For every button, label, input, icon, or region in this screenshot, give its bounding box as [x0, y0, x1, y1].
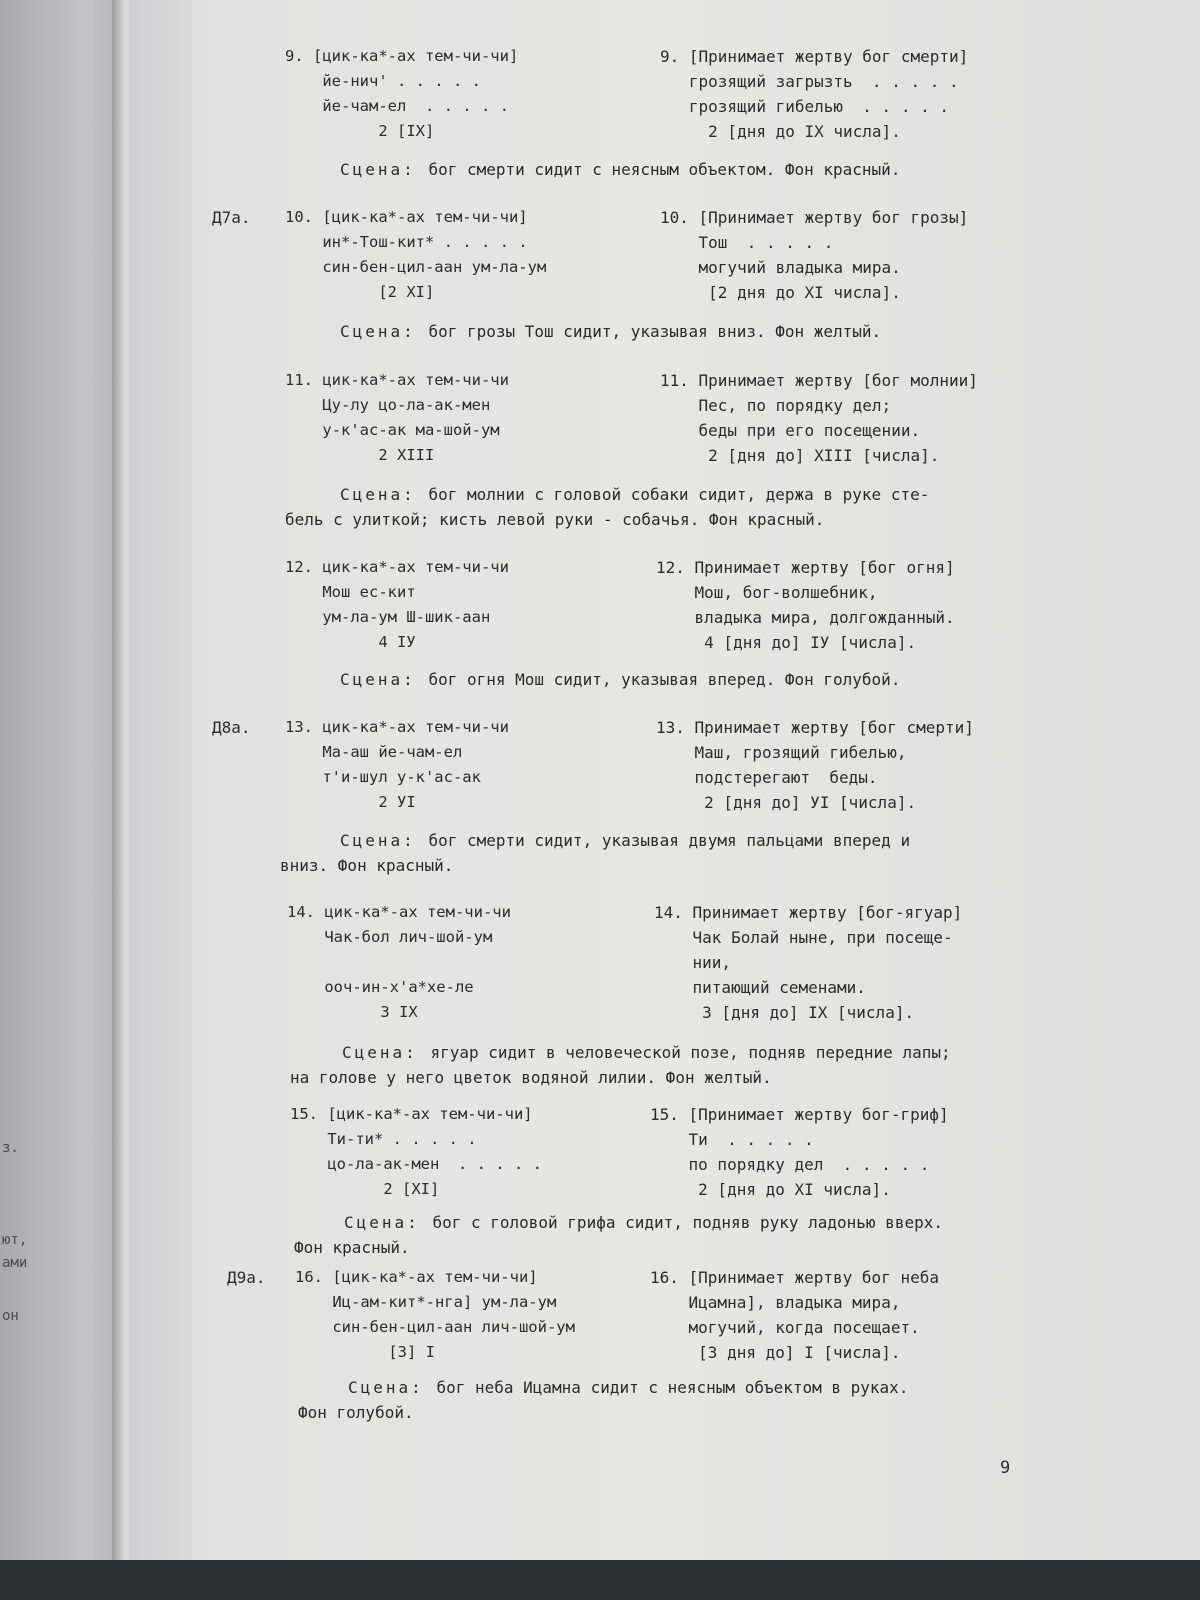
translation-line: 16. [Принимает жертву бог неба [650, 1268, 939, 1287]
scene-description [340, 157, 900, 182]
transliteration-line: [3] I [295, 1343, 435, 1361]
section-marker: Д7а. [212, 208, 251, 227]
translation-line: грозящий загрызть . . . . . [660, 72, 959, 91]
transliteration-line: ооч-ин-х'а*хе-ле [287, 978, 474, 996]
translation-line: 15. [Принимает жертву бог-гриф] [650, 1105, 949, 1124]
section-marker: Д8а. [212, 718, 251, 737]
translation-line: Маш, грозящий гибелью, [656, 743, 907, 762]
transliteration-line: 11. цик-ка*-ах тем-чи-чи [285, 371, 509, 389]
scene-text-continued: на голове у него цветок водяной лилии. Фон желтый. [290, 1068, 772, 1087]
transliteration-column [285, 555, 509, 655]
scene-label: Сцена: [340, 160, 429, 179]
scene-description [348, 1375, 908, 1400]
scene-label: Сцена: [342, 1043, 431, 1062]
transliteration-column [287, 900, 511, 1025]
transliteration-line: 12. цик-ка*-ах тем-чи-чи [285, 558, 509, 576]
transliteration-column [295, 1265, 575, 1365]
translation-line: беды при его посещении. [660, 421, 921, 440]
translation-line: могучий владыка мира. [660, 258, 901, 277]
transliteration-line: Ти-ти* . . . . . [290, 1130, 477, 1148]
translation-column [654, 900, 962, 1025]
translation-line: грозящий гибелью . . . . . [660, 97, 949, 116]
translation-line: [3 дня до] I [числа]. [650, 1343, 901, 1362]
scene-text: ягуар сидит в человеческой позе, подняв передние лапы; [430, 1043, 951, 1062]
translation-column [656, 555, 955, 655]
scene-label: Сцена: [344, 1213, 433, 1232]
section-marker: Д9а. [227, 1268, 266, 1287]
translation-line: 13. Принимает жертву [бог смерти] [656, 718, 974, 737]
transliteration-line: 9. [цик-ка*-ах тем-чи-чи] [285, 47, 519, 65]
scene-text: бог смерти сидит с неясным объектом. Фон красный. [428, 160, 901, 179]
translation-line: питающий семенами. [654, 978, 866, 997]
transliteration-line: 10. [цик-ка*-ах тем-чи-чи] [285, 208, 528, 226]
page-number: 9 [1000, 1458, 1011, 1478]
transliteration-column [290, 1102, 542, 1202]
scene-text-continued: бель с улиткой; кисть левой руки - собачья. Фон красный. [285, 510, 825, 529]
transliteration-column [285, 205, 546, 305]
document-page [130, 0, 1200, 1565]
translation-line: подстерегают беды. [656, 768, 878, 787]
translation-line: 2 [дня до XI числа]. [650, 1180, 891, 1199]
transliteration-line: т'и-шул у-к'ас-ак [285, 768, 481, 786]
transliteration-line: ин*-Тош-кит* . . . . . [285, 233, 528, 251]
translation-line: Ицамна], владыка мира, [650, 1293, 901, 1312]
translation-line: 3 [дня до] IX [числа]. [654, 1003, 915, 1022]
transliteration-line: 2 XIII [285, 446, 435, 464]
scene-text-continued: Фон красный. [294, 1238, 410, 1257]
translation-line: по порядку дел . . . . . [650, 1155, 930, 1174]
translation-line: нии, [654, 953, 732, 972]
transliteration-line: син-бен-цил-аан ум-ла-ум [285, 258, 547, 276]
translation-line: владыка мира, долгожданный. [656, 608, 955, 627]
translation-line: 4 [дня до] IУ [числа]. [656, 633, 917, 652]
transliteration-line: 15. [цик-ка*-ах тем-чи-чи] [290, 1105, 533, 1123]
translation-line: 12. Принимает жертву [бог огня] [656, 558, 955, 577]
table-surface [0, 1560, 1200, 1600]
transliteration-line: 4 IУ [285, 633, 416, 651]
scene-text-continued: Фон голубой. [298, 1403, 414, 1422]
transliteration-line: 14. цик-ка*-ах тем-чи-чи [287, 903, 511, 921]
translation-line: Пес, по порядку дел; [660, 396, 892, 415]
translation-column [656, 715, 974, 815]
scene-text-continued: вниз. Фон красный. [280, 856, 454, 875]
transliteration-line: 16. [цик-ка*-ах тем-чи-чи] [295, 1268, 538, 1286]
transliteration-line: Ма-аш йе-чам-ел [285, 743, 463, 761]
transliteration-line: йе-нич' . . . . . [285, 72, 481, 90]
translation-line: Тош . . . . . [660, 233, 834, 252]
transliteration-line: 2 УI [285, 793, 416, 811]
scene-label: Сцена: [340, 485, 429, 504]
scene-text: бог огня Мош сидит, указывая вперед. Фон голубой. [428, 670, 901, 689]
translation-line: могучий, когда посещает. [650, 1318, 920, 1337]
translation-column [660, 205, 968, 305]
transliteration-column [285, 44, 518, 144]
transliteration-line: [2 XI] [285, 283, 435, 301]
translation-line: 14. Принимает жертву [бог-ягуар] [654, 903, 963, 922]
transliteration-line: Чак-бол лич-шой-ум [287, 928, 493, 946]
scene-description [340, 319, 881, 344]
translation-line: 2 [дня до] XIII [числа]. [660, 446, 940, 465]
translation-line: 10. [Принимает жертву бог грозы] [660, 208, 969, 227]
transliteration-column [285, 715, 509, 815]
transliteration-column [285, 368, 509, 468]
translation-line: 2 [дня до IX числа]. [660, 122, 901, 141]
scene-text: бог неба Ицамна сидит с неясным объектом в руках. [436, 1378, 909, 1397]
scene-text: бог грозы Тош сидит, указывая вниз. Фон желтый. [428, 322, 882, 341]
transliteration-line: 3 IX [287, 1003, 418, 1021]
scene-description [344, 1210, 943, 1235]
translation-column [660, 44, 968, 144]
scene-label: Сцена: [340, 831, 429, 850]
transliteration-line: 2 [IX] [285, 122, 435, 140]
transliteration-line: цо-ла-ак-мен . . . . . [290, 1155, 542, 1173]
scene-description [340, 482, 929, 507]
transliteration-line: Мош ес-кит [285, 583, 416, 601]
scene-label: Сцена: [348, 1378, 437, 1397]
transliteration-line: ум-ла-ум Ш-шик-аан [285, 608, 491, 626]
translation-column [660, 368, 978, 468]
left-page-fragment: он [2, 1308, 19, 1324]
transliteration-line: Иц-ам-кит*-нга] ум-ла-ум [295, 1293, 557, 1311]
translation-line: [2 дня до XI числа]. [660, 283, 901, 302]
translation-line: Ти . . . . . [650, 1130, 814, 1149]
scene-description [340, 828, 910, 853]
transliteration-line [287, 950, 511, 975]
scene-text: бог молнии с головой собаки сидит, держа в руке сте- [428, 485, 930, 504]
translation-line: Чак Болай ныне, при посеще- [654, 928, 953, 947]
translation-line: 11. Принимает жертву [бог молнии] [660, 371, 978, 390]
scene-description [340, 667, 900, 692]
transliteration-line: йе-чам-ел . . . . . [285, 97, 509, 115]
scene-text: бог смерти сидит, указывая двумя пальцами вперед и [428, 831, 911, 850]
transliteration-line: 13. цик-ка*-ах тем-чи-чи [285, 718, 509, 736]
transliteration-line: син-бен-цил-аан лич-шой-ум [295, 1318, 575, 1336]
translation-column [650, 1265, 939, 1365]
translation-column [650, 1102, 949, 1202]
translation-line: Мош, бог-волшебник, [656, 583, 878, 602]
scene-label: Сцена: [340, 322, 429, 341]
translation-line: 9. [Принимает жертву бог смерти] [660, 47, 969, 66]
left-page-fragment: ют, [2, 1232, 28, 1248]
translation-line: 2 [дня до] УI [числа]. [656, 793, 917, 812]
left-page-fragment: з. [2, 1140, 19, 1156]
scene-description [342, 1040, 951, 1065]
transliteration-line: Цу-лу цо-ла-ак-мен [285, 396, 491, 414]
transliteration-line: 2 [XI] [290, 1180, 440, 1198]
transliteration-line: у-к'ас-ак ма-шой-ум [285, 421, 500, 439]
left-page-fragment: ами [2, 1255, 28, 1271]
scene-label: Сцена: [340, 670, 429, 689]
scene-text: бог с головой грифа сидит, подняв руку ладонью вверх. [432, 1213, 943, 1232]
